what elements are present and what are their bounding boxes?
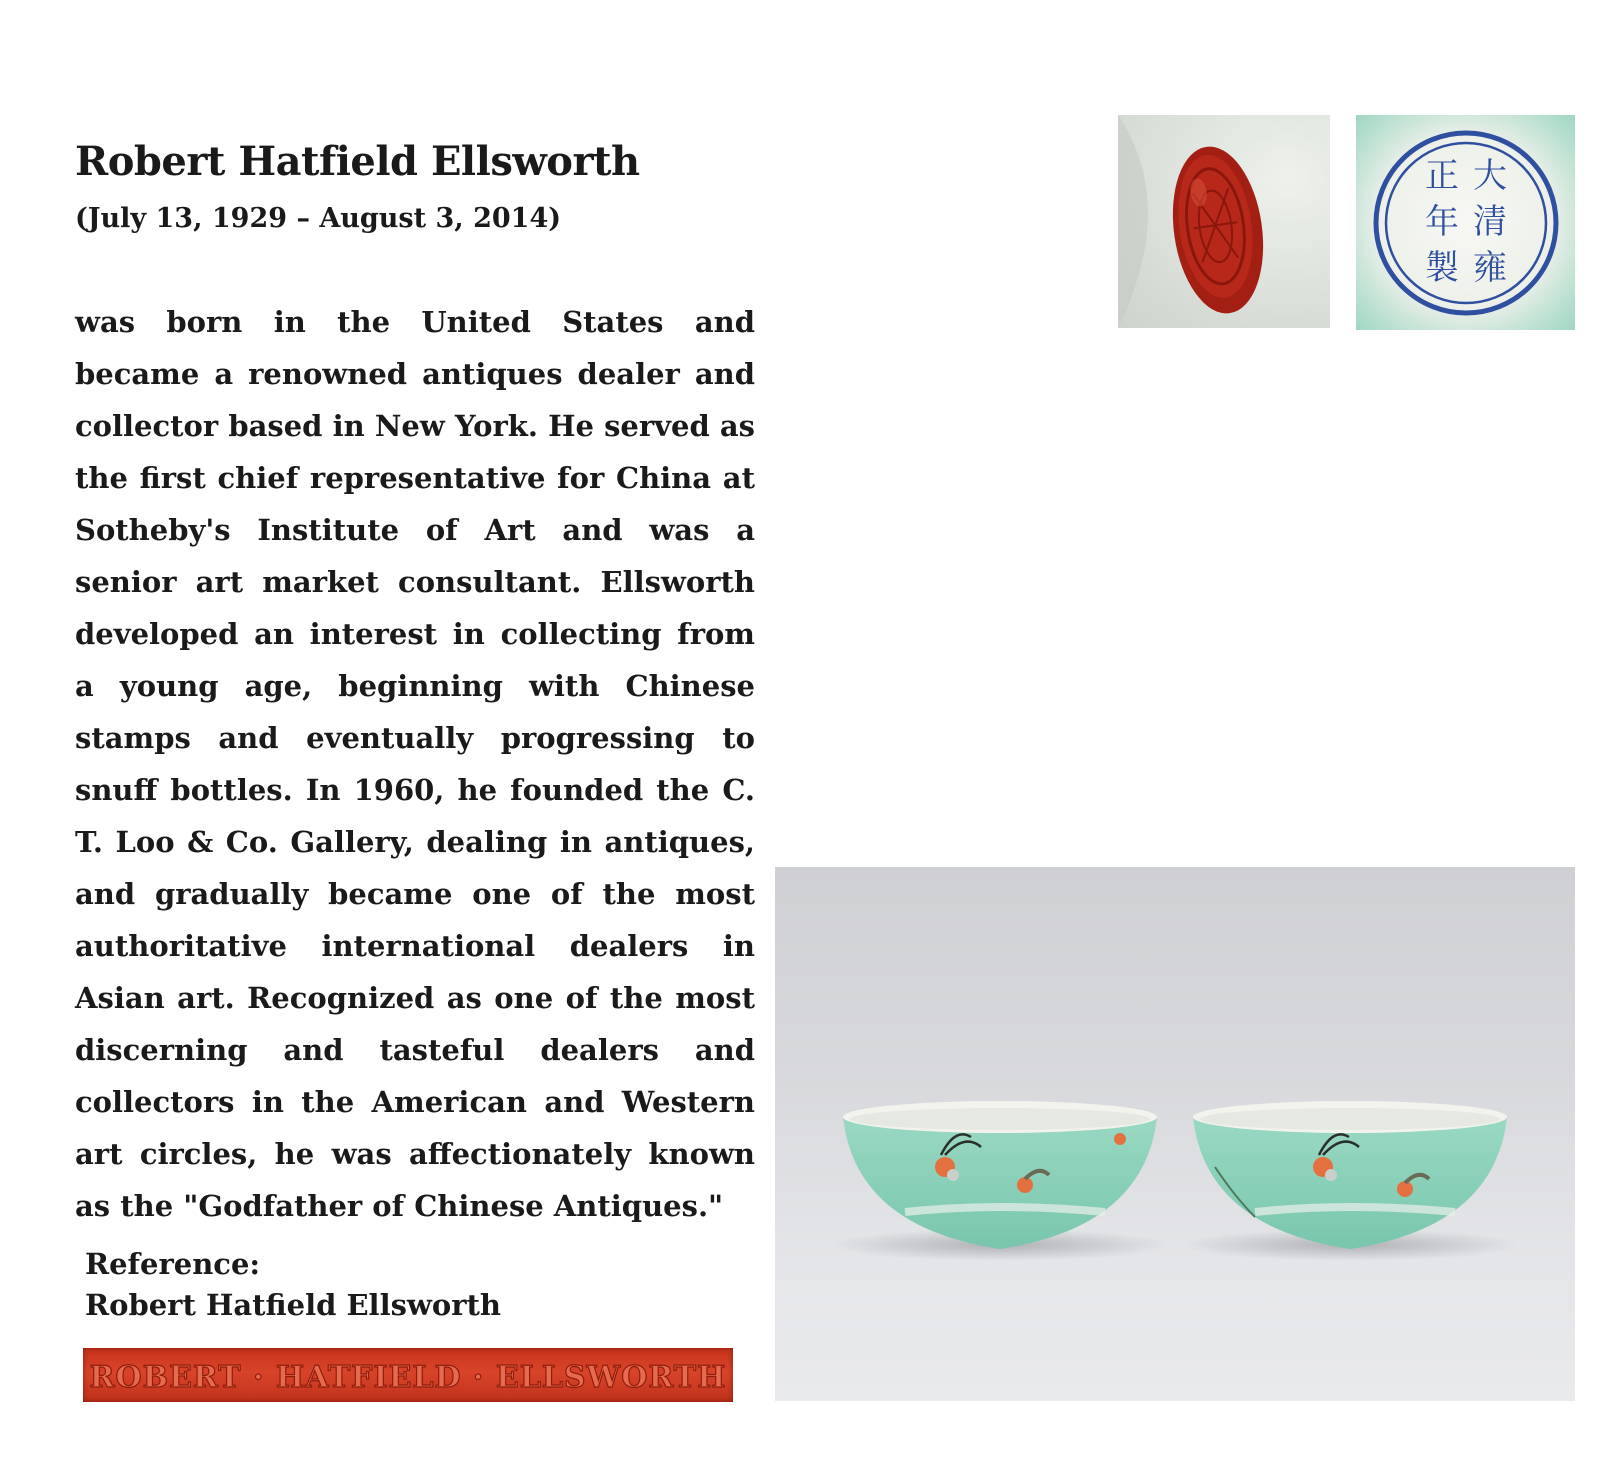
wax-seal-photo xyxy=(1118,115,1330,328)
pair-of-bowls-photo xyxy=(775,867,1575,1401)
reign-mark-photo xyxy=(1356,115,1575,330)
mark-char-6: 製 xyxy=(1425,248,1459,288)
mark-char-5: 年 xyxy=(1425,202,1459,242)
reference-block xyxy=(85,1244,501,1326)
right-bowl xyxy=(1193,1101,1507,1249)
page-title: Robert Hatfield Ellsworth xyxy=(75,138,640,185)
biography-paragraph: was born in the United States and became a renowned antiques dealer and collector based in New York. He served as the first chief representative for China at Sotheby's Institute of Art and was a senior art market consultant. Ellsworth developed an interest in collecting from a young age, beginning with Chinese stamps and eventually progressing to snuff bottles. In 1960, he founded the C. T. Loo & Co. Gallery, dealing in antiques, and gradually became one of the most authoritative international dealers in Asian art. Recognized as one of the most discerning and tasteful dealers and collectors in the American and Western art circles, he was affectionately known as the "Godfather of Chinese Antiques." xyxy=(75,305,755,1223)
ellsworth-seal-strip-image xyxy=(83,1348,733,1402)
mark-char-1: 大 xyxy=(1473,156,1507,196)
mark-char-4: 正 xyxy=(1425,156,1459,196)
mark-char-3: 雍 xyxy=(1473,248,1507,288)
seal-strip-lettering: ROBERT · HATFIELD · ELLSWORTH xyxy=(89,1360,727,1395)
reference-label: Reference: xyxy=(85,1247,261,1281)
life-dates: (July 13, 1929 – August 3, 2014) xyxy=(75,203,562,234)
reference-name: Robert Hatfield Ellsworth xyxy=(85,1288,501,1322)
left-bowl xyxy=(843,1101,1157,1249)
mark-char-2: 清 xyxy=(1473,202,1507,242)
